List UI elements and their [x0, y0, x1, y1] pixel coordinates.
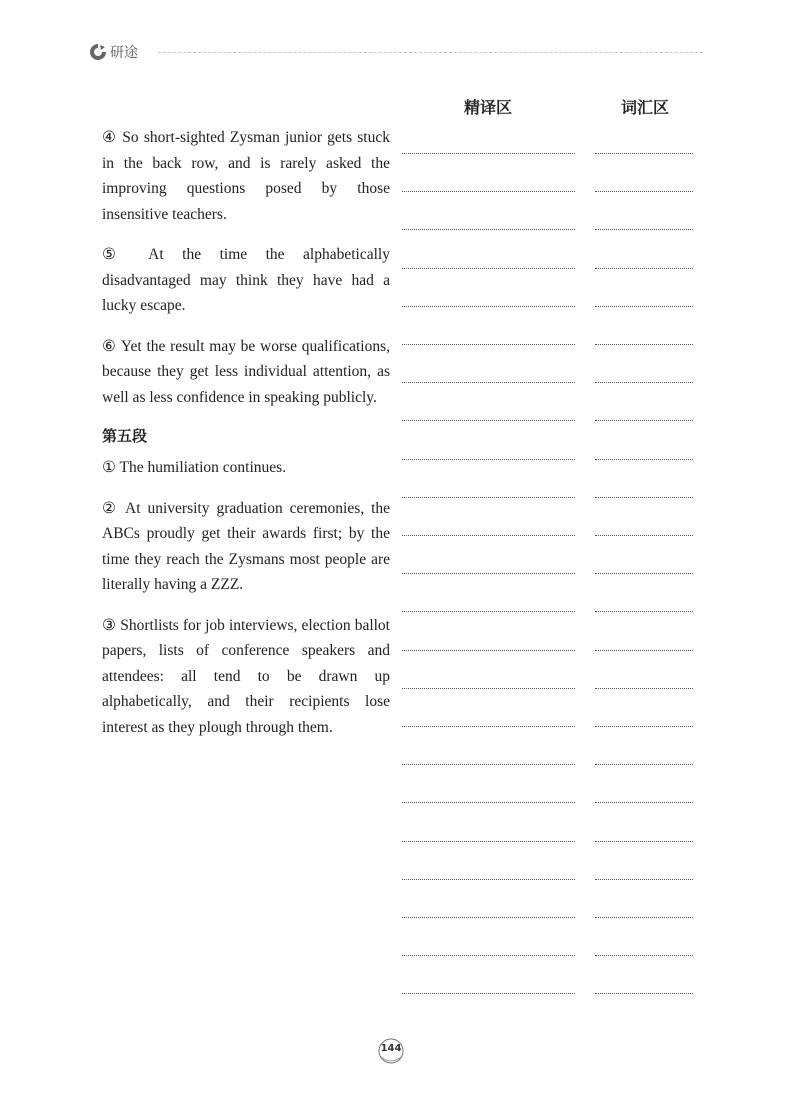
translation-line	[402, 535, 575, 536]
translation-line	[402, 802, 575, 803]
vocabulary-line	[595, 191, 693, 192]
sentence-paragraph: ② At university graduation ceremonies, the ABCs proudly get their awards first; by the time they reach the Zysmans most people are literally having a ZZZ.	[102, 499, 390, 593]
vocabulary-line	[595, 229, 693, 230]
vocabulary-line	[595, 841, 693, 842]
vocabulary-line	[595, 306, 693, 307]
translation-line	[402, 573, 575, 574]
vocabulary-line	[595, 535, 693, 536]
translation-line	[402, 993, 575, 994]
vocabulary-line	[595, 459, 693, 460]
sentence-paragraph: ⑥ Yet the result may be worse qualifications, because they get less individual attention, as well as less confidence in speaking publicly.	[102, 337, 390, 406]
page-number: 144	[380, 1043, 402, 1054]
vocabulary-line	[595, 993, 693, 994]
translation-line	[402, 764, 575, 765]
vocabulary-line	[595, 268, 693, 269]
translation-line	[402, 841, 575, 842]
vocabulary-line	[595, 879, 693, 880]
translation-line	[402, 650, 575, 651]
page-header	[88, 40, 703, 64]
translation-line	[402, 459, 575, 460]
translation-line	[402, 955, 575, 956]
translation-line	[402, 688, 575, 689]
translation-line	[402, 611, 575, 612]
vocabulary-column-heading: 词汇区	[621, 98, 670, 117]
translation-column-heading: 精译区	[464, 98, 513, 117]
vocabulary-line	[595, 917, 693, 918]
translation-line	[402, 268, 575, 269]
translation-line	[402, 191, 575, 192]
vocabulary-line	[595, 611, 693, 612]
vocabulary-line	[595, 650, 693, 651]
translation-line	[402, 726, 575, 727]
vocabulary-line	[595, 955, 693, 956]
translation-line	[402, 382, 575, 383]
translation-line	[402, 306, 575, 307]
sentence-paragraph: ④ So short-sighted Zysman junior gets stuck in the back row, and is rarely asked the improving questions posed by those insensitive teachers.	[102, 129, 390, 223]
translation-line	[402, 497, 575, 498]
translation-line	[402, 153, 575, 154]
translation-line	[402, 420, 575, 421]
translation-line	[402, 917, 575, 918]
vocabulary-line	[595, 344, 693, 345]
vocabulary-line	[595, 764, 693, 765]
translation-line	[402, 344, 575, 345]
vocabulary-line	[595, 420, 693, 421]
vocabulary-line	[595, 726, 693, 727]
section-heading: 第五段	[102, 427, 148, 445]
sentence-paragraph: ① The humiliation continues.	[102, 459, 287, 476]
passage-text	[102, 125, 390, 755]
translation-line	[402, 229, 575, 230]
vocabulary-line	[595, 382, 693, 383]
vocabulary-line	[595, 802, 693, 803]
vocabulary-line	[595, 688, 693, 689]
brand-name: 研途	[110, 45, 138, 61]
sentence-paragraph: ⑤ At the time the alphabetically disadvantaged may think they have had a lucky escape.	[102, 246, 390, 314]
sentence-paragraph: ③ Shortlists for job interviews, election ballot papers, lists of conference speakers and attendees: all tend to be drawn up alphabetically, and their recipients lose interest as they plough through them.	[102, 616, 390, 736]
brand-logo-icon	[88, 42, 108, 62]
header-divider	[158, 52, 703, 53]
vocabulary-line	[595, 153, 693, 154]
translation-line	[402, 879, 575, 880]
vocabulary-line	[595, 497, 693, 498]
vocabulary-line	[595, 573, 693, 574]
